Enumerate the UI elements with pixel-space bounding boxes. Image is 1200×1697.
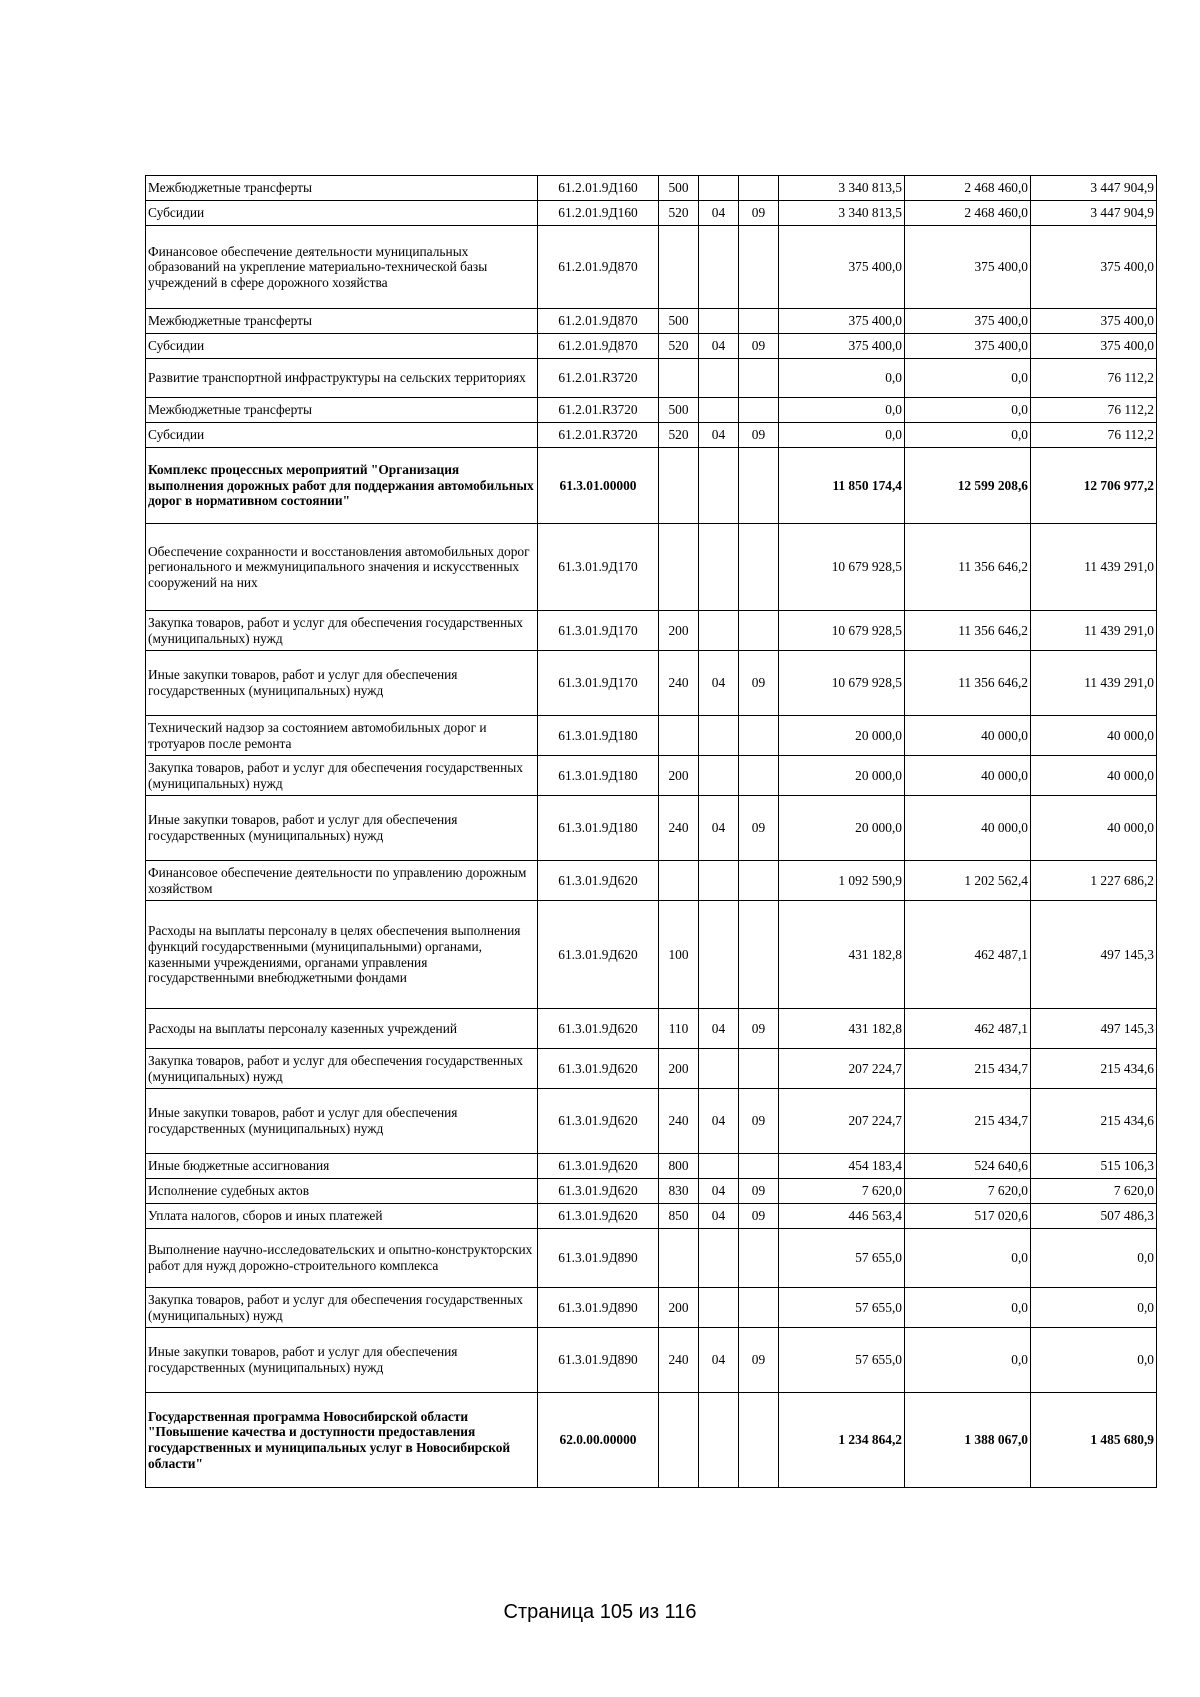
cell-amount-3: 40 000,0 [1031, 716, 1157, 756]
cell-amount-2: 0,0 [905, 1328, 1031, 1393]
cell-rz [699, 1288, 739, 1328]
cell-amount-2: 215 434,7 [905, 1049, 1031, 1089]
cell-vr: 500 [659, 398, 699, 423]
table-row [146, 716, 1157, 756]
cell-name: Развитие транспортной инфраструктуры на сельских территориях [146, 359, 538, 398]
cell-code: 61.2.01.9Д160 [538, 176, 659, 201]
cell-pr: 09 [739, 1089, 779, 1154]
cell-vr: 240 [659, 651, 699, 716]
table-row [146, 1393, 1157, 1488]
cell-pr [739, 309, 779, 334]
cell-amount-3: 0,0 [1031, 1328, 1157, 1393]
cell-name: Иные закупки товаров, работ и услуг для обеспечения государственных (муниципальных) нужд [146, 651, 538, 716]
table-row [146, 1288, 1157, 1328]
cell-code: 61.2.01.9Д870 [538, 226, 659, 309]
cell-name: Межбюджетные трансферты [146, 398, 538, 423]
cell-amount-1: 0,0 [779, 423, 905, 448]
cell-amount-3: 515 106,3 [1031, 1154, 1157, 1179]
cell-vr: 850 [659, 1204, 699, 1229]
cell-amount-2: 375 400,0 [905, 334, 1031, 359]
cell-name: Финансовое обеспечение деятельности по управлению дорожным хозяйством [146, 861, 538, 901]
cell-amount-2: 0,0 [905, 398, 1031, 423]
cell-amount-1: 57 655,0 [779, 1229, 905, 1288]
cell-name: Межбюджетные трансферты [146, 309, 538, 334]
cell-pr [739, 176, 779, 201]
cell-vr: 520 [659, 334, 699, 359]
cell-amount-2: 375 400,0 [905, 226, 1031, 309]
cell-pr [739, 716, 779, 756]
page-number: Страница 105 из 116 [503, 1601, 697, 1623]
cell-amount-2: 517 020,6 [905, 1204, 1031, 1229]
table-row [146, 1089, 1157, 1154]
cell-amount-1: 3 340 813,5 [779, 176, 905, 201]
cell-pr [739, 611, 779, 651]
cell-name: Межбюджетные трансферты [146, 176, 538, 201]
cell-amount-1: 1 234 864,2 [779, 1393, 905, 1488]
cell-code: 61.3.01.9Д170 [538, 611, 659, 651]
cell-name: Закупка товаров, работ и услуг для обеспечения государственных (муниципальных) нужд [146, 1288, 538, 1328]
cell-pr [739, 756, 779, 796]
cell-amount-1: 375 400,0 [779, 334, 905, 359]
cell-pr [739, 1049, 779, 1089]
cell-rz [699, 448, 739, 524]
cell-name: Финансовое обеспечение деятельности муниципальных образований на укрепление материально-технической базы учреждений в сфере дорожного хозяйства [146, 226, 538, 309]
cell-name: Субсидии [146, 334, 538, 359]
cell-pr [739, 1393, 779, 1488]
cell-amount-1: 10 679 928,5 [779, 651, 905, 716]
table-body [146, 176, 1157, 1488]
cell-name: Иные закупки товаров, работ и услуг для обеспечения государственных (муниципальных) нужд [146, 1328, 538, 1393]
cell-vr: 200 [659, 1288, 699, 1328]
cell-code: 61.3.01.9Д890 [538, 1288, 659, 1328]
cell-rz: 04 [699, 1179, 739, 1204]
cell-name: Закупка товаров, работ и услуг для обеспечения государственных (муниципальных) нужд [146, 1049, 538, 1089]
cell-rz: 04 [699, 796, 739, 861]
cell-code: 61.3.01.00000 [538, 448, 659, 524]
cell-amount-3: 375 400,0 [1031, 226, 1157, 309]
cell-amount-1: 0,0 [779, 398, 905, 423]
cell-rz: 04 [699, 1089, 739, 1154]
cell-pr [739, 226, 779, 309]
cell-amount-3: 76 112,2 [1031, 398, 1157, 423]
cell-amount-2: 12 599 208,6 [905, 448, 1031, 524]
cell-rz [699, 398, 739, 423]
cell-amount-3: 0,0 [1031, 1288, 1157, 1328]
cell-code: 61.3.01.9Д170 [538, 651, 659, 716]
cell-amount-3: 507 486,3 [1031, 1204, 1157, 1229]
cell-amount-2: 0,0 [905, 1288, 1031, 1328]
cell-rz [699, 716, 739, 756]
cell-amount-1: 207 224,7 [779, 1049, 905, 1089]
table-row [146, 201, 1157, 226]
cell-name: Уплата налогов, сборов и иных платежей [146, 1204, 538, 1229]
table-row [146, 796, 1157, 861]
cell-pr [739, 1288, 779, 1328]
cell-rz [699, 611, 739, 651]
cell-vr: 200 [659, 756, 699, 796]
cell-code: 61.2.01.9Д160 [538, 201, 659, 226]
cell-name: Расходы на выплаты персоналу в целях обеспечения выполнения функций государственными (муниципальными) органами, казенными учреждениями, органами управления государственными внебюджетными фондами [146, 901, 538, 1009]
cell-amount-1: 454 183,4 [779, 1154, 905, 1179]
cell-name: Закупка товаров, работ и услуг для обеспечения государственных (муниципальных) нужд [146, 756, 538, 796]
cell-amount-1: 57 655,0 [779, 1288, 905, 1328]
cell-amount-2: 524 640,6 [905, 1154, 1031, 1179]
cell-amount-3: 40 000,0 [1031, 756, 1157, 796]
cell-amount-1: 375 400,0 [779, 309, 905, 334]
cell-vr: 240 [659, 1328, 699, 1393]
cell-name: Комплекс процессных мероприятий "Организация выполнения дорожных работ для поддержания автомобильных дорог в нормативном состоянии" [146, 448, 538, 524]
cell-vr: 500 [659, 176, 699, 201]
cell-amount-2: 215 434,7 [905, 1089, 1031, 1154]
cell-amount-3: 1 485 680,9 [1031, 1393, 1157, 1488]
cell-rz: 04 [699, 651, 739, 716]
cell-code: 61.2.01.9Д870 [538, 309, 659, 334]
cell-vr: 800 [659, 1154, 699, 1179]
cell-amount-3: 375 400,0 [1031, 334, 1157, 359]
cell-amount-2: 0,0 [905, 1229, 1031, 1288]
cell-code: 61.3.01.9Д620 [538, 1204, 659, 1229]
cell-amount-1: 431 182,8 [779, 901, 905, 1009]
cell-code: 61.2.01.R3720 [538, 359, 659, 398]
cell-code: 61.3.01.9Д180 [538, 756, 659, 796]
table-row [146, 1049, 1157, 1089]
cell-amount-2: 11 356 646,2 [905, 611, 1031, 651]
cell-amount-3: 0,0 [1031, 1229, 1157, 1288]
cell-amount-1: 431 182,8 [779, 1009, 905, 1049]
table-row [146, 359, 1157, 398]
table-row [146, 861, 1157, 901]
cell-name: Обеспечение сохранности и восстановления автомобильных дорог регионального и межмуниципального значения и искусственных сооружений на них [146, 524, 538, 611]
table-row [146, 398, 1157, 423]
cell-name: Расходы на выплаты персоналу казенных учреждений [146, 1009, 538, 1049]
cell-code: 61.3.01.9Д620 [538, 1179, 659, 1204]
cell-amount-1: 20 000,0 [779, 756, 905, 796]
cell-amount-2: 0,0 [905, 423, 1031, 448]
table-row [146, 1154, 1157, 1179]
cell-pr [739, 524, 779, 611]
cell-amount-1: 1 092 590,9 [779, 861, 905, 901]
cell-vr: 520 [659, 423, 699, 448]
cell-rz [699, 901, 739, 1009]
cell-rz [699, 176, 739, 201]
cell-code: 61.3.01.9Д890 [538, 1229, 659, 1288]
cell-code: 61.2.01.R3720 [538, 398, 659, 423]
cell-code: 61.2.01.9Д870 [538, 334, 659, 359]
cell-rz [699, 226, 739, 309]
cell-amount-1: 20 000,0 [779, 796, 905, 861]
cell-pr [739, 448, 779, 524]
cell-amount-1: 375 400,0 [779, 226, 905, 309]
cell-pr: 09 [739, 1328, 779, 1393]
budget-table [145, 175, 1157, 1488]
cell-amount-1: 10 679 928,5 [779, 611, 905, 651]
cell-vr: 200 [659, 1049, 699, 1089]
cell-name: Субсидии [146, 423, 538, 448]
table-row [146, 423, 1157, 448]
cell-amount-1: 10 679 928,5 [779, 524, 905, 611]
cell-amount-2: 11 356 646,2 [905, 651, 1031, 716]
cell-pr [739, 359, 779, 398]
cell-rz [699, 1049, 739, 1089]
cell-vr: 200 [659, 611, 699, 651]
cell-amount-1: 57 655,0 [779, 1328, 905, 1393]
cell-amount-1: 7 620,0 [779, 1179, 905, 1204]
cell-vr: 520 [659, 201, 699, 226]
cell-amount-2: 11 356 646,2 [905, 524, 1031, 611]
cell-vr [659, 1229, 699, 1288]
cell-amount-2: 375 400,0 [905, 309, 1031, 334]
cell-code: 61.2.01.R3720 [538, 423, 659, 448]
cell-name: Технический надзор за состоянием автомобильных дорог и тротуаров после ремонта [146, 716, 538, 756]
cell-rz: 04 [699, 1328, 739, 1393]
cell-vr [659, 359, 699, 398]
cell-amount-2: 1 202 562,4 [905, 861, 1031, 901]
cell-amount-3: 11 439 291,0 [1031, 611, 1157, 651]
cell-amount-3: 215 434,6 [1031, 1049, 1157, 1089]
cell-pr: 09 [739, 423, 779, 448]
cell-amount-2: 0,0 [905, 359, 1031, 398]
cell-amount-1: 11 850 174,4 [779, 448, 905, 524]
cell-name: Государственная программа Новосибирской области "Повышение качества и доступности предоставления государственных и муниципальных услуг в Новосибирской области" [146, 1393, 538, 1488]
cell-amount-3: 3 447 904,9 [1031, 201, 1157, 226]
cell-pr: 09 [739, 1009, 779, 1049]
table-row [146, 651, 1157, 716]
cell-amount-2: 40 000,0 [905, 796, 1031, 861]
cell-rz [699, 524, 739, 611]
cell-amount-1: 0,0 [779, 359, 905, 398]
table-row [146, 1009, 1157, 1049]
cell-code: 62.0.00.00000 [538, 1393, 659, 1488]
cell-amount-2: 462 487,1 [905, 1009, 1031, 1049]
cell-pr: 09 [739, 651, 779, 716]
table-row [146, 901, 1157, 1009]
table-row [146, 226, 1157, 309]
cell-amount-3: 1 227 686,2 [1031, 861, 1157, 901]
cell-code: 61.3.01.9Д180 [538, 796, 659, 861]
cell-amount-2: 40 000,0 [905, 756, 1031, 796]
cell-vr: 110 [659, 1009, 699, 1049]
cell-amount-3: 11 439 291,0 [1031, 651, 1157, 716]
table-row [146, 334, 1157, 359]
cell-amount-3: 76 112,2 [1031, 423, 1157, 448]
cell-vr [659, 448, 699, 524]
cell-pr [739, 861, 779, 901]
cell-pr: 09 [739, 1204, 779, 1229]
cell-amount-1: 207 224,7 [779, 1089, 905, 1154]
cell-code: 61.3.01.9Д180 [538, 716, 659, 756]
cell-name: Иные закупки товаров, работ и услуг для обеспечения государственных (муниципальных) нужд [146, 1089, 538, 1154]
cell-rz [699, 359, 739, 398]
cell-vr: 240 [659, 1089, 699, 1154]
cell-amount-2: 40 000,0 [905, 716, 1031, 756]
table-row [146, 1179, 1157, 1204]
cell-amount-3: 11 439 291,0 [1031, 524, 1157, 611]
table-row [146, 1229, 1157, 1288]
cell-amount-3: 40 000,0 [1031, 796, 1157, 861]
cell-name: Иные закупки товаров, работ и услуг для обеспечения государственных (муниципальных) нужд [146, 796, 538, 861]
table-row [146, 611, 1157, 651]
cell-rz [699, 861, 739, 901]
cell-amount-2: 2 468 460,0 [905, 176, 1031, 201]
cell-rz: 04 [699, 201, 739, 226]
cell-amount-3: 375 400,0 [1031, 309, 1157, 334]
cell-pr [739, 901, 779, 1009]
cell-amount-1: 446 563,4 [779, 1204, 905, 1229]
cell-amount-3: 12 706 977,2 [1031, 448, 1157, 524]
cell-rz: 04 [699, 1009, 739, 1049]
cell-amount-2: 462 487,1 [905, 901, 1031, 1009]
cell-pr [739, 1154, 779, 1179]
cell-amount-3: 497 145,3 [1031, 1009, 1157, 1049]
cell-pr: 09 [739, 201, 779, 226]
cell-code: 61.3.01.9Д890 [538, 1328, 659, 1393]
cell-amount-1: 20 000,0 [779, 716, 905, 756]
cell-amount-2: 7 620,0 [905, 1179, 1031, 1204]
cell-name: Иные бюджетные ассигнования [146, 1154, 538, 1179]
cell-vr: 500 [659, 309, 699, 334]
cell-pr: 09 [739, 334, 779, 359]
cell-rz [699, 309, 739, 334]
cell-pr: 09 [739, 796, 779, 861]
cell-rz [699, 756, 739, 796]
cell-code: 61.3.01.9Д620 [538, 1009, 659, 1049]
table-row [146, 1328, 1157, 1393]
cell-amount-3: 7 620,0 [1031, 1179, 1157, 1204]
cell-amount-3: 3 447 904,9 [1031, 176, 1157, 201]
cell-vr: 240 [659, 796, 699, 861]
cell-code: 61.3.01.9Д620 [538, 861, 659, 901]
table-row [146, 524, 1157, 611]
cell-name: Исполнение судебных актов [146, 1179, 538, 1204]
cell-amount-3: 497 145,3 [1031, 901, 1157, 1009]
cell-amount-2: 1 388 067,0 [905, 1393, 1031, 1488]
cell-vr [659, 716, 699, 756]
cell-rz [699, 1154, 739, 1179]
cell-amount-3: 76 112,2 [1031, 359, 1157, 398]
cell-name: Выполнение научно-исследовательских и опытно-конструкторских работ для нужд дорожно-строительного комплекса [146, 1229, 538, 1288]
cell-vr [659, 861, 699, 901]
cell-vr [659, 524, 699, 611]
cell-code: 61.3.01.9Д620 [538, 1089, 659, 1154]
cell-pr: 09 [739, 1179, 779, 1204]
table-row [146, 1204, 1157, 1229]
table-row [146, 309, 1157, 334]
cell-rz [699, 1393, 739, 1488]
cell-code: 61.3.01.9Д620 [538, 1049, 659, 1089]
cell-code: 61.3.01.9Д620 [538, 1154, 659, 1179]
cell-code: 61.3.01.9Д620 [538, 901, 659, 1009]
cell-name: Субсидии [146, 201, 538, 226]
table-row [146, 756, 1157, 796]
table-row [146, 448, 1157, 524]
cell-vr: 830 [659, 1179, 699, 1204]
cell-vr [659, 1393, 699, 1488]
cell-code: 61.3.01.9Д170 [538, 524, 659, 611]
cell-pr [739, 1229, 779, 1288]
cell-vr [659, 226, 699, 309]
cell-rz [699, 1229, 739, 1288]
cell-rz: 04 [699, 334, 739, 359]
cell-vr: 100 [659, 901, 699, 1009]
cell-amount-2: 2 468 460,0 [905, 201, 1031, 226]
cell-amount-1: 3 340 813,5 [779, 201, 905, 226]
cell-amount-3: 215 434,6 [1031, 1089, 1157, 1154]
table-row [146, 176, 1157, 201]
cell-pr [739, 398, 779, 423]
cell-rz: 04 [699, 423, 739, 448]
cell-rz: 04 [699, 1204, 739, 1229]
cell-name: Закупка товаров, работ и услуг для обеспечения государственных (муниципальных) нужд [146, 611, 538, 651]
